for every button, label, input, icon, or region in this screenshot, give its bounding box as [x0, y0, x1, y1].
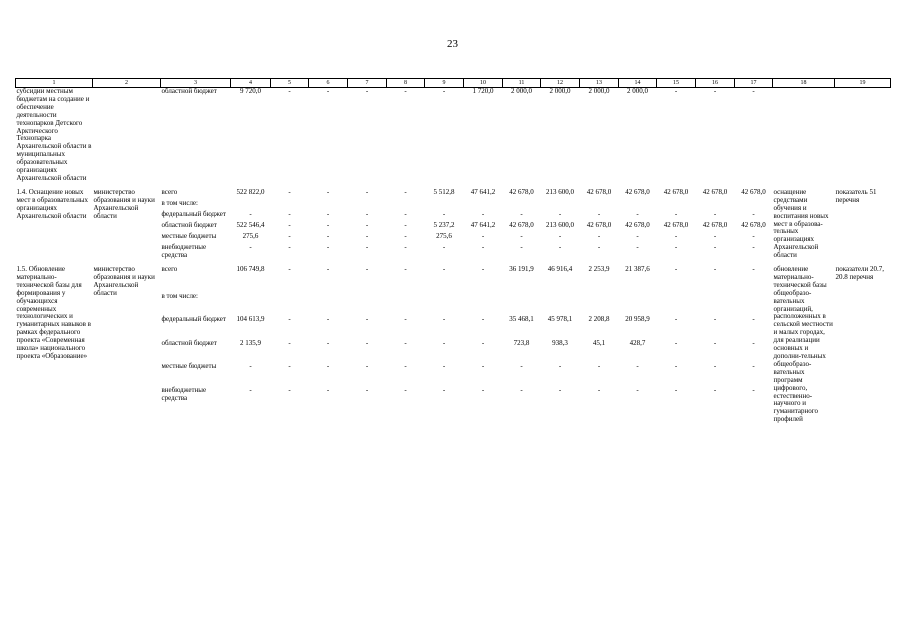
- value-cell: -: [597, 209, 601, 218]
- value-cell: [619, 197, 657, 208]
- measure-name: 1.4. Оснащение новых мест в образовательных организациях Архангельской области: [16, 187, 89, 220]
- column-number-row: [16, 79, 891, 88]
- column-number-header: 10: [464, 79, 503, 88]
- source-row: [16, 183, 891, 197]
- value-cell: -: [326, 315, 330, 324]
- value-cell: 42 678,0: [509, 187, 534, 196]
- value-cell: -: [249, 209, 252, 218]
- value-cell: -: [558, 231, 562, 240]
- column-number-header: 1: [16, 79, 93, 88]
- value-cell: [387, 290, 425, 313]
- value-cell: -: [674, 315, 678, 324]
- value-cell: -: [326, 209, 330, 218]
- program-table: [15, 78, 891, 424]
- value-cell: 42 678,0: [663, 187, 689, 196]
- value-cell: [619, 290, 657, 313]
- value-cell: 522 546,4: [236, 220, 265, 229]
- value-cell: [425, 290, 464, 313]
- value-cell: -: [713, 87, 717, 95]
- value-cell: -: [481, 315, 485, 324]
- value-cell: 275,6: [436, 231, 452, 240]
- value-cell: -: [752, 209, 755, 218]
- funding-source-label: федеральный бюджет: [161, 209, 226, 218]
- value-cell: -: [288, 187, 291, 196]
- value-cell: [657, 197, 696, 208]
- value-cell: -: [365, 338, 369, 347]
- value-cell: 275,6: [242, 231, 259, 240]
- source-row: [16, 260, 891, 290]
- value-cell: -: [597, 385, 601, 394]
- value-cell: [348, 290, 387, 313]
- value-cell: [541, 290, 580, 313]
- value-cell: -: [442, 265, 446, 274]
- value-cell: -: [481, 209, 485, 218]
- column-number-header: 17: [735, 79, 773, 88]
- column-number-header: 19: [835, 79, 891, 88]
- value-cell: -: [674, 362, 678, 371]
- value-cell: 42 678,0: [663, 220, 689, 229]
- value-cell: -: [752, 315, 755, 324]
- value-cell: 35 468,1: [509, 315, 534, 324]
- value-cell: -: [674, 87, 678, 95]
- value-cell: [464, 197, 503, 208]
- value-cell: [309, 197, 348, 208]
- expected-result: [773, 88, 835, 183]
- funding-source-label: внебюджетные средства: [161, 385, 207, 402]
- value-cell: 5 512,8: [433, 187, 455, 196]
- value-cell: 2 135,9: [240, 338, 261, 347]
- value-cell: -: [674, 338, 678, 347]
- value-cell: [696, 197, 735, 208]
- value-cell: 20 958,9: [625, 315, 650, 324]
- value-cell: 42 678,0: [586, 220, 612, 229]
- funding-source-label: всего: [161, 187, 178, 196]
- value-cell: -: [326, 231, 330, 240]
- value-cell: -: [636, 385, 639, 394]
- value-cell: -: [713, 209, 717, 218]
- value-cell: -: [752, 338, 755, 347]
- value-cell: -: [365, 242, 369, 251]
- value-cell: -: [520, 385, 523, 394]
- value-cell: 42 678,0: [741, 187, 766, 196]
- funding-source-label: местные бюджеты: [161, 231, 217, 240]
- value-cell: -: [636, 242, 639, 251]
- value-cell: -: [674, 385, 678, 394]
- value-cell: [271, 197, 309, 208]
- value-cell: -: [404, 209, 407, 218]
- column-number-header: 4: [231, 79, 271, 88]
- column-number-header: 7: [348, 79, 387, 88]
- value-cell: [387, 197, 425, 208]
- column-number-header: 2: [93, 79, 161, 88]
- page-number: 23: [447, 38, 458, 50]
- value-cell: -: [404, 362, 407, 371]
- value-cell: -: [597, 362, 601, 371]
- value-cell: -: [558, 209, 562, 218]
- executor: министерство образования и науки Архангельской области: [93, 187, 155, 220]
- value-cell: 213 600,0: [546, 187, 574, 196]
- value-cell: -: [288, 338, 291, 347]
- value-cell: [657, 290, 696, 313]
- column-number-header: 9: [425, 79, 464, 88]
- value-cell: -: [365, 315, 369, 324]
- value-cell: -: [404, 385, 407, 394]
- value-cell: -: [326, 385, 330, 394]
- value-cell: -: [365, 87, 369, 95]
- value-cell: -: [365, 231, 369, 240]
- value-cell: 47 641,2: [470, 187, 496, 196]
- expected-result: обновление материально-технической базы общеобразо-вательных организаций, расположенных в сельской местности и малых городах, для реализации основных и дополни-тельных общеобразо-вательных программ цифрового, естественно-научного и гуманитарного профилей: [773, 265, 833, 424]
- value-cell: -: [442, 242, 446, 251]
- value-cell: -: [288, 315, 291, 324]
- value-cell: -: [713, 385, 717, 394]
- value-cell: 42 678,0: [702, 187, 728, 196]
- value-cell: -: [404, 231, 407, 240]
- value-cell: [425, 197, 464, 208]
- executor: министерство образования и науки Архангельской области: [93, 265, 155, 297]
- value-cell: -: [558, 362, 562, 371]
- column-number-header: 12: [541, 79, 580, 88]
- value-cell: -: [404, 315, 407, 324]
- value-cell: -: [752, 265, 755, 274]
- value-cell: -: [442, 209, 446, 218]
- funding-source-label: областной бюджет: [161, 338, 217, 347]
- value-cell: -: [597, 242, 601, 251]
- value-cell: [348, 197, 387, 208]
- value-cell: -: [404, 242, 407, 251]
- value-cell: -: [365, 265, 369, 274]
- value-cell: -: [288, 385, 291, 394]
- value-cell: -: [326, 265, 330, 274]
- value-cell: [309, 290, 348, 313]
- value-cell: -: [713, 265, 717, 274]
- funding-source-label: местные бюджеты: [161, 362, 217, 371]
- value-cell: [503, 290, 541, 313]
- value-cell: -: [326, 362, 330, 371]
- value-cell: -: [288, 362, 291, 371]
- expected-result: оснащение средствами обучения и воспитания новых мест в образова-тельных организациях Архангельской области: [773, 187, 829, 260]
- column-number-header: 5: [271, 79, 309, 88]
- value-cell: 213 600,0: [546, 220, 574, 229]
- value-cell: [580, 290, 619, 313]
- value-cell: 42 678,0: [741, 220, 766, 229]
- value-cell: 9 720,0: [240, 87, 261, 95]
- value-cell: -: [674, 231, 678, 240]
- value-cell: 2 000,0: [588, 87, 610, 95]
- value-cell: 42 678,0: [625, 187, 650, 196]
- value-cell: -: [365, 209, 369, 218]
- value-cell: -: [442, 362, 446, 371]
- measure-name: 1.5. Обновление материально-технической базы для формирования у обучающихся современных технологических и гуманитарных навыков в рамках федерального проекта «Современная школа» национального проекта «Образование»: [16, 265, 91, 360]
- value-cell: -: [481, 338, 485, 347]
- value-cell: -: [326, 187, 330, 196]
- value-cell: -: [442, 87, 446, 95]
- column-number-header: 18: [773, 79, 835, 88]
- value-cell: 2 000,0: [627, 87, 648, 95]
- value-cell: -: [752, 87, 755, 95]
- value-cell: -: [404, 187, 407, 196]
- value-cell: 106 749,8: [236, 265, 265, 274]
- indicator-ref: [835, 88, 891, 183]
- value-cell: [231, 197, 271, 208]
- value-cell: [735, 290, 773, 313]
- value-cell: -: [404, 265, 407, 274]
- value-cell: [541, 197, 580, 208]
- funding-source-label: всего: [161, 265, 178, 274]
- value-cell: -: [365, 362, 369, 371]
- value-cell: -: [365, 385, 369, 394]
- value-cell: -: [288, 220, 291, 229]
- executor: [93, 88, 161, 183]
- value-cell: 45 978,1: [547, 315, 573, 324]
- column-number-header: 3: [161, 79, 231, 88]
- value-cell: 42 678,0: [586, 187, 612, 196]
- value-cell: -: [288, 242, 291, 251]
- funding-source-label: областной бюджет: [161, 220, 217, 229]
- value-cell: -: [481, 265, 485, 274]
- value-cell: -: [713, 362, 717, 371]
- value-cell: 723,8: [513, 338, 530, 347]
- value-cell: 5 237,2: [433, 220, 455, 229]
- value-cell: 2 000,0: [549, 87, 571, 95]
- value-cell: -: [752, 231, 755, 240]
- column-number-header: 15: [657, 79, 696, 88]
- value-cell: 42 678,0: [509, 220, 534, 229]
- value-cell: [503, 197, 541, 208]
- value-cell: -: [520, 231, 523, 240]
- value-cell: -: [481, 242, 485, 251]
- value-cell: -: [752, 385, 755, 394]
- value-cell: -: [597, 231, 601, 240]
- value-cell: -: [249, 362, 252, 371]
- value-cell: 21 387,6: [625, 265, 650, 274]
- funding-source-label: в том числе:: [161, 198, 198, 207]
- indicator-ref: показатели 20.7, 20.8 перечня: [835, 265, 884, 281]
- value-cell: -: [636, 362, 639, 371]
- value-cell: 47 641,2: [470, 220, 496, 229]
- value-cell: 428,7: [629, 338, 646, 347]
- column-number-header: 11: [503, 79, 541, 88]
- column-number-header: 6: [309, 79, 348, 88]
- funding-source-label: в том числе:: [161, 291, 198, 300]
- funding-source-label: федеральный бюджет: [161, 315, 226, 324]
- value-cell: -: [249, 242, 252, 251]
- measure-name: субсидии местным бюджетам на создание и обеспечение деятельности технопарков Детского Арктического Технопарка Архангельской области в муниципальных образовательных организациях Архангельской области: [16, 87, 92, 182]
- value-cell: -: [520, 242, 523, 251]
- value-cell: -: [288, 265, 291, 274]
- value-cell: -: [404, 87, 407, 95]
- value-cell: -: [558, 242, 562, 251]
- indicator-ref: показатель 51 перечня: [835, 187, 877, 204]
- value-cell: -: [326, 338, 330, 347]
- column-number-header: 8: [387, 79, 425, 88]
- value-cell: -: [636, 209, 639, 218]
- funding-source-label: внебюджетные средства: [161, 242, 207, 259]
- value-cell: 42 678,0: [625, 220, 650, 229]
- value-cell: -: [365, 220, 369, 229]
- value-cell: -: [674, 242, 678, 251]
- value-cell: -: [249, 385, 252, 394]
- value-cell: -: [326, 242, 330, 251]
- value-cell: [271, 290, 309, 313]
- column-number-header: 14: [619, 79, 657, 88]
- value-cell: 36 191,9: [509, 265, 534, 274]
- value-cell: 1 720,0: [472, 87, 494, 95]
- value-cell: -: [481, 362, 485, 371]
- value-cell: -: [442, 338, 446, 347]
- column-number-header: 13: [580, 79, 619, 88]
- funding-source-label: областной бюджет: [161, 87, 217, 95]
- value-cell: -: [404, 220, 407, 229]
- value-cell: -: [752, 242, 755, 251]
- column-number-header: 16: [696, 79, 735, 88]
- value-cell: -: [713, 231, 717, 240]
- value-cell: 42 678,0: [702, 220, 728, 229]
- value-cell: -: [481, 231, 485, 240]
- value-cell: -: [558, 385, 562, 394]
- value-cell: -: [713, 315, 717, 324]
- value-cell: -: [442, 385, 446, 394]
- value-cell: [735, 197, 773, 208]
- value-cell: 2 208,8: [588, 315, 610, 324]
- value-cell: -: [713, 242, 717, 251]
- value-cell: -: [404, 338, 407, 347]
- value-cell: -: [365, 187, 369, 196]
- value-cell: -: [674, 209, 678, 218]
- value-cell: 46 916,4: [547, 265, 573, 274]
- value-cell: -: [288, 231, 291, 240]
- source-row: [16, 88, 891, 183]
- value-cell: 2 000,0: [511, 87, 532, 95]
- value-cell: -: [326, 87, 330, 95]
- value-cell: -: [713, 338, 717, 347]
- value-cell: -: [288, 87, 291, 95]
- value-cell: -: [636, 231, 639, 240]
- value-cell: -: [326, 220, 330, 229]
- value-cell: -: [674, 265, 678, 274]
- value-cell: 2 253,9: [588, 265, 610, 274]
- value-cell: 522 822,0: [236, 187, 265, 196]
- value-cell: 45,1: [592, 338, 606, 347]
- value-cell: [696, 290, 735, 313]
- value-cell: 104 613,9: [236, 315, 265, 324]
- value-cell: [231, 290, 271, 313]
- value-cell: -: [752, 362, 755, 371]
- value-cell: 938,3: [552, 338, 568, 347]
- value-cell: -: [520, 209, 523, 218]
- value-cell: -: [442, 315, 446, 324]
- value-cell: -: [520, 362, 523, 371]
- value-cell: [580, 197, 619, 208]
- value-cell: -: [481, 385, 485, 394]
- value-cell: [464, 290, 503, 313]
- value-cell: -: [288, 209, 291, 218]
